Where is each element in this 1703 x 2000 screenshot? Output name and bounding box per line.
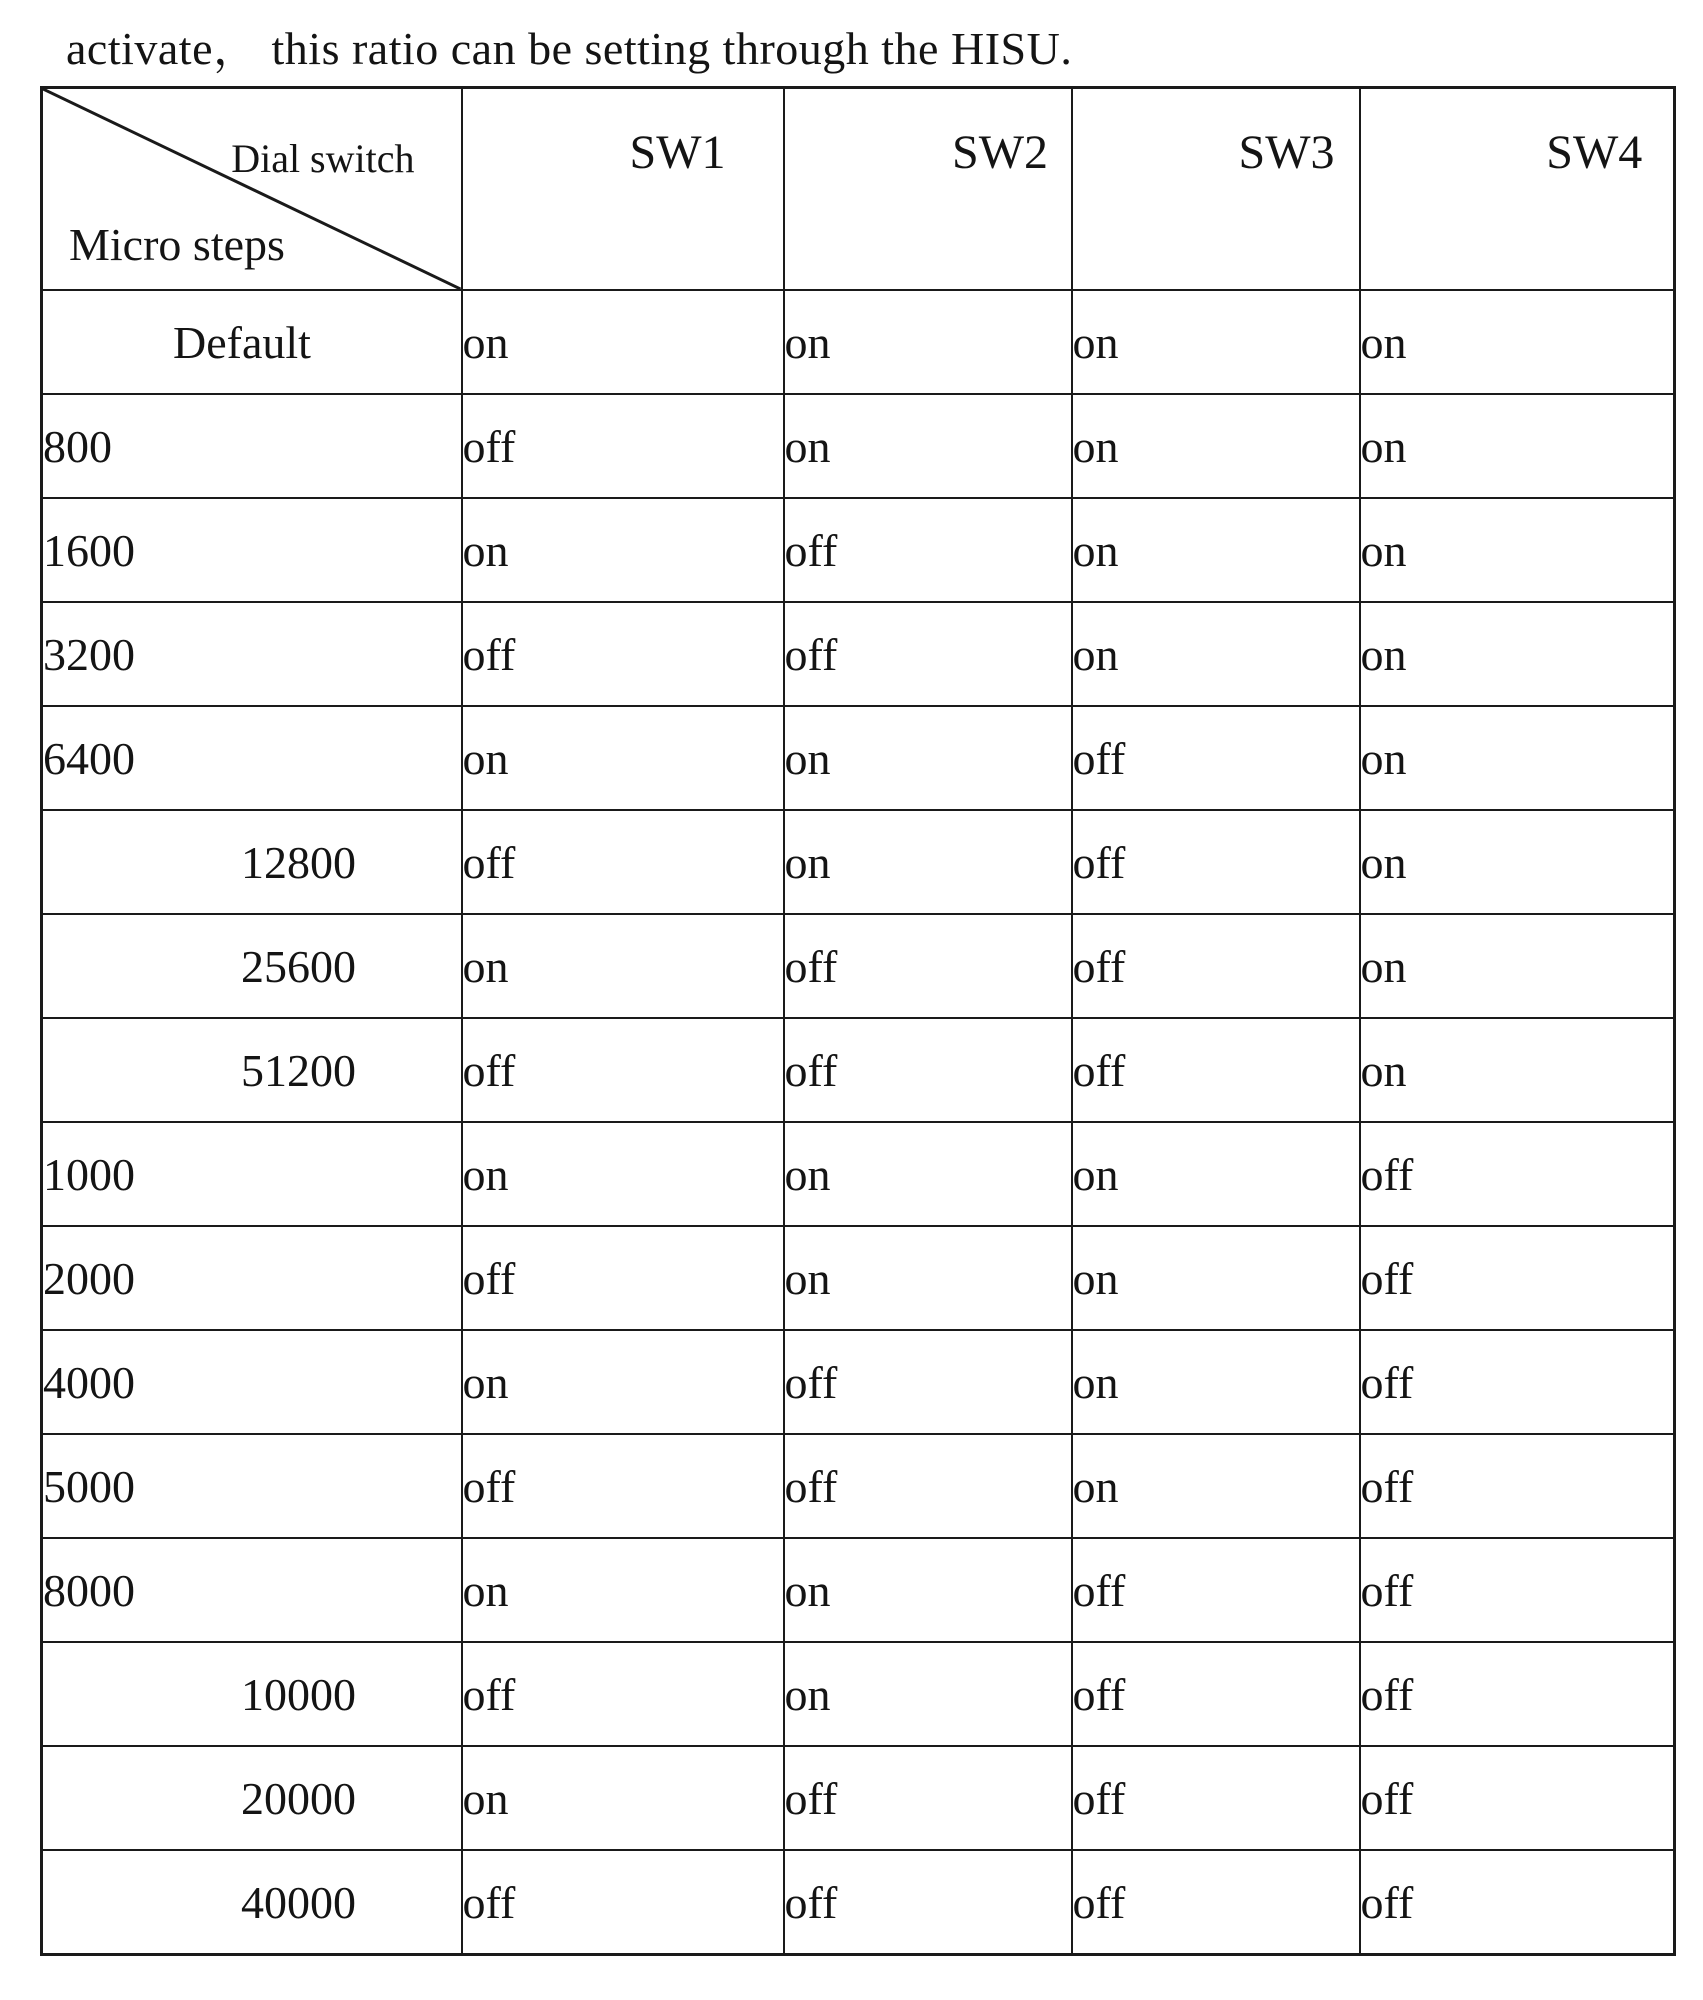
sw3-state-cell: on (1072, 290, 1360, 394)
diagonal-header-cell (42, 88, 462, 291)
table-row (42, 706, 1675, 810)
sw1-state-cell: on (462, 290, 784, 394)
table-row (42, 1226, 1675, 1330)
sw2-state-cell: on (784, 1538, 1072, 1642)
table-header-row (42, 88, 1675, 291)
micro-steps-cell: 25600 (42, 914, 462, 1018)
sw4-state-cell: off (1360, 1226, 1675, 1330)
table-row (42, 1538, 1675, 1642)
sw1-state-cell: off (462, 1850, 784, 1955)
sw3-state-cell: off (1072, 1018, 1360, 1122)
table-row (42, 1434, 1675, 1538)
sw4-state-cell: off (1360, 1122, 1675, 1226)
sw1-state-cell: off (462, 810, 784, 914)
sw3-state-cell: on (1072, 1330, 1360, 1434)
sw1-state-cell: off (462, 1434, 784, 1538)
sw4-state-cell: on (1360, 706, 1675, 810)
sw4-state-cell: off (1360, 1746, 1675, 1850)
sw1-state-cell: on (462, 1330, 784, 1434)
micro-steps-label: Micro steps (69, 219, 285, 270)
sw3-state-cell: off (1072, 914, 1360, 1018)
micro-steps-cell: 4000 (42, 1330, 462, 1434)
sw4-state-cell: off (1360, 1538, 1675, 1642)
table-row (42, 1642, 1675, 1746)
sw3-state-cell: off (1072, 1642, 1360, 1746)
table-row (42, 810, 1675, 914)
sw4-state-cell: on (1360, 602, 1675, 706)
sw3-state-cell: on (1072, 602, 1360, 706)
sw4-state-cell: on (1360, 810, 1675, 914)
table-row (42, 1330, 1675, 1434)
sw1-state-cell: off (462, 602, 784, 706)
micro-steps-cell: 8000 (42, 1538, 462, 1642)
table-row (42, 1746, 1675, 1850)
sw2-state-cell: off (784, 602, 1072, 706)
micro-steps-cell: Default (42, 290, 462, 394)
sw1-state-cell: on (462, 1538, 784, 1642)
sw2-state-cell: off (784, 1746, 1072, 1850)
sw2-state-cell: on (784, 394, 1072, 498)
dial-switch-table-container (40, 86, 1673, 1954)
sw1-state-cell: on (462, 914, 784, 1018)
sw4-state-cell: off (1360, 1642, 1675, 1746)
sw3-state-cell: off (1072, 1746, 1360, 1850)
table-row (42, 1850, 1675, 1955)
sw2-state-cell: on (784, 1226, 1072, 1330)
sw2-state-cell: off (784, 1330, 1072, 1434)
table-row (42, 1122, 1675, 1226)
sw2-state-cell: on (784, 810, 1072, 914)
sw3-state-cell: off (1072, 706, 1360, 810)
sw2-state-cell: on (784, 706, 1072, 810)
sw2-state-cell: on (784, 1122, 1072, 1226)
sw1-state-cell: off (462, 1642, 784, 1746)
sw2-state-cell: off (784, 1434, 1072, 1538)
sw1-state-cell: on (462, 706, 784, 810)
micro-steps-cell: 40000 (42, 1850, 462, 1955)
sw4-state-cell: off (1360, 1330, 1675, 1434)
sw3-state-cell: on (1072, 1434, 1360, 1538)
dial-switch-table (40, 86, 1676, 1956)
sw4-state-cell: on (1360, 1018, 1675, 1122)
sw1-state-cell: on (462, 498, 784, 602)
sw1-state-cell: off (462, 394, 784, 498)
micro-steps-cell: 20000 (42, 1746, 462, 1850)
table-row (42, 290, 1675, 394)
intro-text: activate， this ratio can be setting through the HISU. (66, 23, 1073, 74)
table-body (42, 290, 1675, 1955)
sw2-state-cell: off (784, 498, 1072, 602)
sw3-state-cell: off (1072, 1538, 1360, 1642)
sw4-state-cell: on (1360, 498, 1675, 602)
sw2-state-cell: on (784, 290, 1072, 394)
dial-switch-label: Dial switch (231, 136, 415, 181)
micro-steps-cell: 3200 (42, 602, 462, 706)
micro-steps-cell: 2000 (42, 1226, 462, 1330)
sw2-header: SW2 (784, 88, 1072, 291)
sw1-state-cell: off (462, 1018, 784, 1122)
sw3-header: SW3 (1072, 88, 1360, 291)
sw4-header: SW4 (1360, 88, 1675, 291)
sw2-state-cell: on (784, 1642, 1072, 1746)
micro-steps-cell: 800 (42, 394, 462, 498)
sw4-state-cell: on (1360, 914, 1675, 1018)
micro-steps-cell: 5000 (42, 1434, 462, 1538)
sw3-state-cell: on (1072, 1122, 1360, 1226)
table-row (42, 602, 1675, 706)
sw3-state-cell: on (1072, 394, 1360, 498)
sw1-header: SW1 (462, 88, 784, 291)
sw4-state-cell: on (1360, 290, 1675, 394)
sw3-state-cell: on (1072, 498, 1360, 602)
micro-steps-cell: 10000 (42, 1642, 462, 1746)
sw1-state-cell: on (462, 1122, 784, 1226)
sw4-state-cell: off (1360, 1434, 1675, 1538)
sw3-state-cell: off (1072, 810, 1360, 914)
micro-steps-cell: 1600 (42, 498, 462, 602)
sw2-state-cell: off (784, 1018, 1072, 1122)
sw2-state-cell: off (784, 1850, 1072, 1955)
micro-steps-cell: 51200 (42, 1018, 462, 1122)
sw1-state-cell: on (462, 1746, 784, 1850)
table-row (42, 1018, 1675, 1122)
micro-steps-cell: 1000 (42, 1122, 462, 1226)
micro-steps-cell: 6400 (42, 706, 462, 810)
sw2-state-cell: off (784, 914, 1072, 1018)
sw4-state-cell: off (1360, 1850, 1675, 1955)
sw1-state-cell: off (462, 1226, 784, 1330)
sw3-state-cell: on (1072, 1226, 1360, 1330)
sw4-state-cell: on (1360, 394, 1675, 498)
sw3-state-cell: off (1072, 1850, 1360, 1955)
table-row (42, 914, 1675, 1018)
table-row (42, 498, 1675, 602)
micro-steps-cell: 12800 (42, 810, 462, 914)
table-row (42, 394, 1675, 498)
